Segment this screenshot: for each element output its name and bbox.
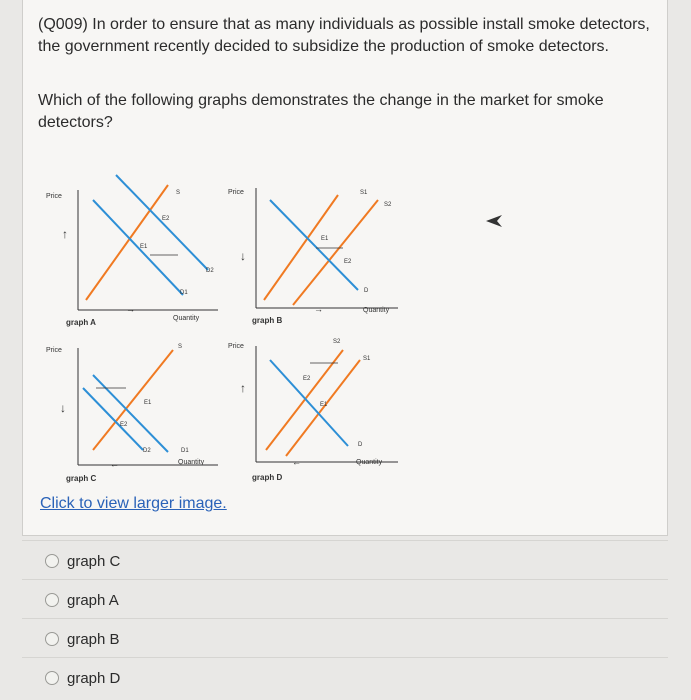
graphs-figure (38, 160, 418, 500)
graph-c-left-arrow: ← (110, 459, 119, 469)
graph-a-title: graph A (66, 318, 96, 327)
option-graph-b[interactable] (38, 625, 120, 653)
option-graph-d[interactable] (38, 664, 120, 692)
graph-c-xlabel: Quantity (178, 459, 205, 466)
divider (22, 618, 668, 619)
graph-b-right-arrow: → (314, 304, 323, 314)
graph-b-label-s1: S1 (360, 190, 368, 196)
graph-a (46, 175, 218, 327)
graph-b-xlabel: Quantity (363, 307, 390, 314)
question-text: (Q009) In order to ensure that as many individuals as possible install smoke detectors, the government recently decided to subsidize the production of smoke detectors. (38, 16, 650, 55)
radio-icon[interactable] (45, 554, 59, 568)
divider (22, 540, 668, 541)
graph-d-label-s2: S2 (333, 339, 341, 345)
graph-d-xlabel: Quantity (356, 459, 383, 466)
graph-d-demand (270, 360, 348, 446)
graph-c-ylabel: Price (46, 347, 62, 354)
graph-a-right-arrow: → (126, 304, 135, 314)
graph-a-demand-1 (93, 200, 183, 295)
larger-image-link[interactable]: Click to view larger image. (40, 495, 227, 512)
graph-b (228, 188, 398, 325)
graph-c-label-d1: D1 (181, 448, 189, 454)
graph-b-label-e1: E1 (321, 236, 329, 242)
graph-a-demand-2 (116, 175, 208, 270)
graph-c-label-e1: E1 (144, 400, 152, 406)
graph-c-label-e2: E2 (120, 422, 128, 428)
graph-b-label-e2: E2 (344, 259, 352, 265)
divider (22, 579, 668, 580)
graph-b-label-s2: S2 (384, 202, 392, 208)
graph-d-supply-1 (266, 350, 343, 450)
graph-b-down-arrow: ↓ (240, 249, 246, 263)
graph-a-up-arrow: ↑ (62, 227, 68, 241)
graph-b-ylabel: Price (228, 189, 244, 196)
graph-a-label-s: S (176, 190, 181, 196)
option-graph-a[interactable] (38, 586, 119, 614)
graph-b-title: graph B (252, 316, 283, 325)
graph-a-ylabel: Price (46, 193, 62, 200)
graph-c-demand-1 (93, 375, 168, 452)
graph-a-label-d2: D2 (206, 268, 214, 274)
divider (22, 657, 668, 658)
graph-c-title: graph C (66, 474, 97, 483)
graph-c-label-s: S (178, 344, 183, 350)
graph-d-label-s1: S1 (363, 356, 371, 362)
graph-c (46, 344, 218, 483)
option-label: graph B (67, 630, 120, 648)
option-label: graph C (67, 552, 121, 570)
graph-a-label-e2: E2 (162, 216, 170, 222)
option-graph-c[interactable] (38, 547, 120, 575)
graph-c-supply (93, 350, 173, 450)
graph-a-supply (86, 185, 168, 300)
question-prompt: Which of the following graphs demonstrates the change in the market for smoke detectors? (38, 92, 604, 131)
radio-icon[interactable] (45, 671, 59, 685)
graph-d-label-d: D (358, 442, 363, 448)
graph-a-label-d1: D1 (180, 290, 188, 296)
graph-d-up-arrow: ↑ (240, 381, 246, 395)
graph-c-down-arrow: ↓ (60, 401, 66, 415)
option-label: graph A (67, 591, 119, 609)
graph-d-title: graph D (252, 473, 283, 482)
graph-b-label-d: D (364, 288, 369, 294)
graph-c-label-d2: D2 (143, 448, 151, 454)
radio-icon[interactable] (45, 593, 59, 607)
graph-d (228, 339, 398, 482)
graph-d-ylabel: Price (228, 343, 244, 350)
graph-d-left-arrow: ← (292, 457, 301, 467)
graph-d-label-e2: E2 (303, 376, 311, 382)
graph-a-label-e1: E1 (140, 244, 148, 250)
graph-d-label-e1: E1 (320, 402, 328, 408)
radio-icon[interactable] (45, 632, 59, 646)
option-label: graph D (67, 669, 121, 687)
graph-a-xlabel: Quantity (173, 315, 200, 322)
graph-b-supply-1 (264, 195, 338, 300)
graph-b-demand (270, 200, 358, 290)
mouse-cursor-icon (486, 214, 502, 232)
